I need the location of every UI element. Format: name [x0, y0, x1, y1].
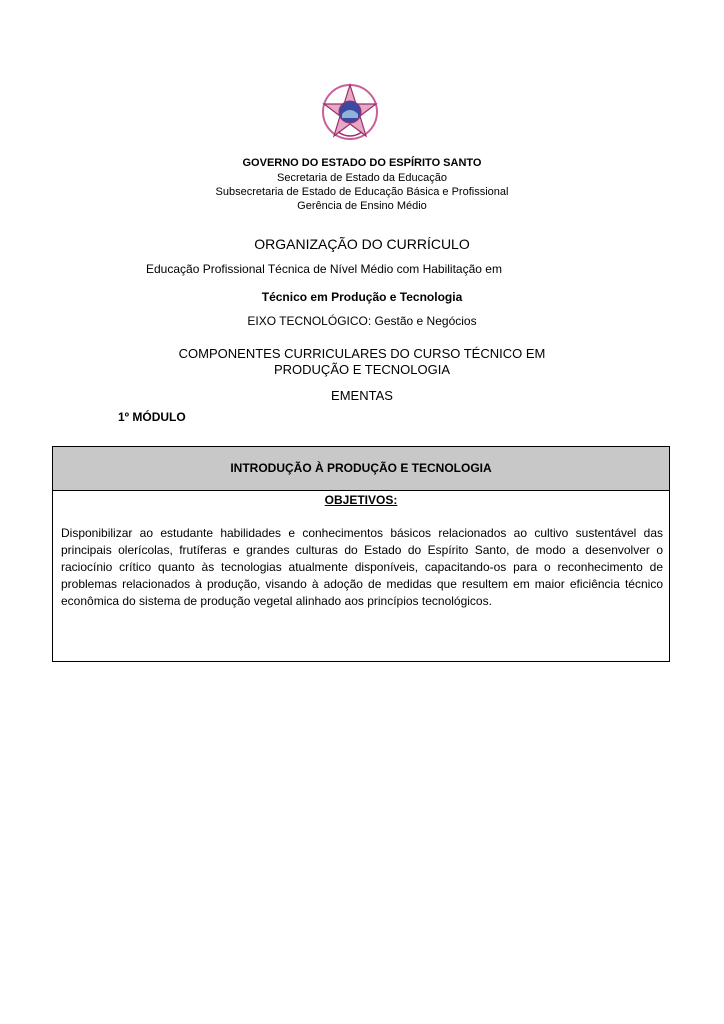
state-coat-of-arms-emblem: [320, 82, 380, 142]
ementas-heading: EMENTAS: [331, 388, 393, 403]
course-name: Técnico em Produção e Tecnologia: [261, 290, 463, 304]
document-title: ORGANIZAÇÃO DO CURRÍCULO: [254, 236, 470, 252]
subsecretaria-name: Subsecretaria de Estado de Educação Básica e Profissional: [215, 186, 509, 198]
secretaria-name: Secretaria de Estado da Educação: [276, 172, 447, 184]
gerencia-name: Gerência de Ensino Médio: [297, 200, 427, 212]
syllabus-table: [52, 446, 670, 662]
technology-axis: EIXO TECNOLÓGICO: Gestão e Negócios: [247, 314, 477, 328]
module-label: 1º MÓDULO: [118, 410, 186, 424]
components-heading-line1: COMPONENTES CURRICULARES DO CURSO TÉCNICO EM: [178, 346, 546, 361]
objectives-paragraph: Disponibilizar ao estudante habilidades e conhecimentos básicos relacionados ao cultivo sustentável das principais olerícolas, frutíferas e grandes culturas do Estado do Espírito Santo, de modo a desenvolver o raciocínio crítico quanto às tecnologias atualmente disponíveis, capacitando-os para o reconhecimento de problemas relacionados à produção, visando à adoção de medidas que resultem em maior eficiência técnico econômica do sistema de produção vegetal alinhado aos princípios tecnológicos.: [61, 526, 663, 608]
components-heading-line2: PRODUÇÃO E TECNOLOGIA: [273, 362, 450, 377]
components-heading: [0, 346, 724, 378]
government-name: GOVERNO DO ESTADO DO ESPÍRITO SANTO: [242, 157, 482, 169]
table-heading: INTRODUÇÃO À PRODUÇÃO E TECNOLOGIA: [53, 447, 669, 491]
education-subtitle: Educação Profissional Técnica de Nível Médio com Habilitação em: [146, 262, 502, 276]
objectives-label: OBJETIVOS:: [324, 493, 398, 507]
